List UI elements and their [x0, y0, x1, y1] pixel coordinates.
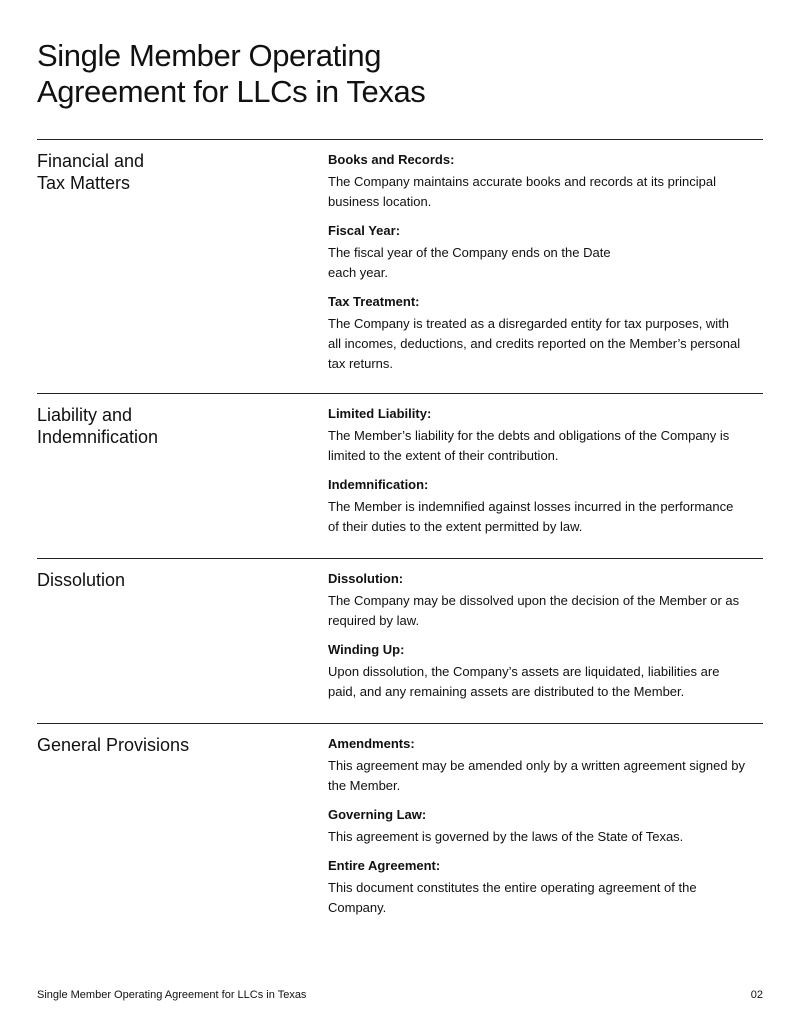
- section-heading: [37, 734, 297, 756]
- clause-line: The Member is indemnified against losses incurred in the performance: [328, 499, 734, 514]
- section-liability-indemnification: [37, 393, 763, 559]
- clause-body: [328, 662, 763, 702]
- section-heading-line: Indemnification: [37, 427, 159, 447]
- clause-label: Fiscal Year:: [328, 223, 401, 238]
- section-items: [328, 570, 763, 712]
- clause-line: tax returns.: [328, 356, 394, 371]
- clause-line: paid, and any remaining assets are distributed to the Member.: [328, 684, 685, 699]
- clause-label: Dissolution:: [328, 571, 404, 586]
- section-dissolution: [37, 558, 763, 724]
- clause-label: Books and Records:: [328, 152, 455, 167]
- clause-line: limited to the extent of their contribution.: [328, 448, 559, 463]
- clause-line: required by law.: [328, 613, 420, 628]
- clause-label: Amendments:: [328, 736, 415, 751]
- clause-winding-up: [328, 641, 763, 702]
- clause-governing-law: [328, 806, 763, 847]
- clause-label: Limited Liability:: [328, 406, 432, 421]
- section-heading-line: Tax Matters: [37, 173, 131, 193]
- clause-amendments: [328, 735, 763, 796]
- section-heading-line: Financial and: [37, 151, 145, 171]
- clause-body: [328, 426, 763, 466]
- clause-line: Company.: [328, 900, 387, 915]
- document-title: [37, 38, 757, 110]
- clause-line: This agreement may be amended only by a written agreement signed by: [328, 758, 745, 773]
- clause-line: the Member.: [328, 778, 401, 793]
- clause-body: [328, 591, 763, 631]
- clause-books-and-records: [328, 151, 763, 212]
- clause-line: The Company is treated as a disregarded entity for tax purposes, with: [328, 316, 730, 331]
- clause-line: of their duties to the extent permitted by law.: [328, 519, 583, 534]
- clause-line: each year.: [328, 265, 388, 280]
- clause-label: Winding Up:: [328, 642, 405, 657]
- clause-line: The Company may be dissolved upon the decision of the Member or as: [328, 593, 740, 608]
- document-title-line: Agreement for LLCs in Texas: [37, 74, 426, 109]
- section-heading-line: Dissolution: [37, 570, 126, 590]
- clause-body: [328, 243, 763, 283]
- clause-body: [328, 172, 763, 212]
- clause-line: The Company maintains accurate books and records at its principal: [328, 174, 717, 189]
- clause-label: Governing Law:: [328, 807, 427, 822]
- clause-label: Tax Treatment:: [328, 294, 420, 309]
- clause-body: [328, 756, 763, 796]
- clause-label: Indemnification:: [328, 477, 429, 492]
- section-heading: [37, 569, 297, 591]
- section-general-provisions: [37, 723, 763, 944]
- clause-line: business location.: [328, 194, 432, 209]
- section-heading: [37, 404, 297, 448]
- document-title-line: Single Member Operating: [37, 38, 382, 73]
- section-items: [328, 405, 763, 547]
- section-heading-line: Liability and: [37, 405, 133, 425]
- footer-page-number: 02: [750, 989, 763, 1001]
- clause-limited-liability: [328, 405, 763, 466]
- clause-body: [328, 314, 763, 374]
- clause-dissolution: [328, 570, 763, 631]
- clause-line: This agreement is governed by the laws of the State of Texas.: [328, 829, 684, 844]
- clause-line: The fiscal year of the Company ends on the Date: [328, 245, 611, 260]
- section-items: [328, 735, 763, 928]
- clause-line: Upon dissolution, the Company’s assets are liquidated, liabilities are: [328, 664, 720, 679]
- clause-body: [328, 827, 763, 847]
- section-items: [328, 151, 763, 384]
- clause-line: The Member’s liability for the debts and obligations of the Company is: [328, 428, 730, 443]
- clause-tax-treatment: [328, 293, 763, 374]
- clause-label: Entire Agreement:: [328, 858, 441, 873]
- section-heading: [37, 150, 297, 194]
- clause-line: all incomes, deductions, and credits reported on the Member’s personal: [328, 336, 741, 351]
- section-heading-line: General Provisions: [37, 735, 190, 755]
- clause-indemnification: [328, 476, 763, 537]
- clause-body: [328, 878, 763, 918]
- clause-line: This document constitutes the entire operating agreement of the: [328, 880, 697, 895]
- clause-entire-agreement: [328, 857, 763, 918]
- clause-fiscal-year: [328, 222, 763, 283]
- section-financial-tax: [37, 139, 763, 394]
- clause-body: [328, 497, 763, 537]
- footer-document-title: Single Member Operating Agreement for LLCs in Texas: [37, 989, 307, 1001]
